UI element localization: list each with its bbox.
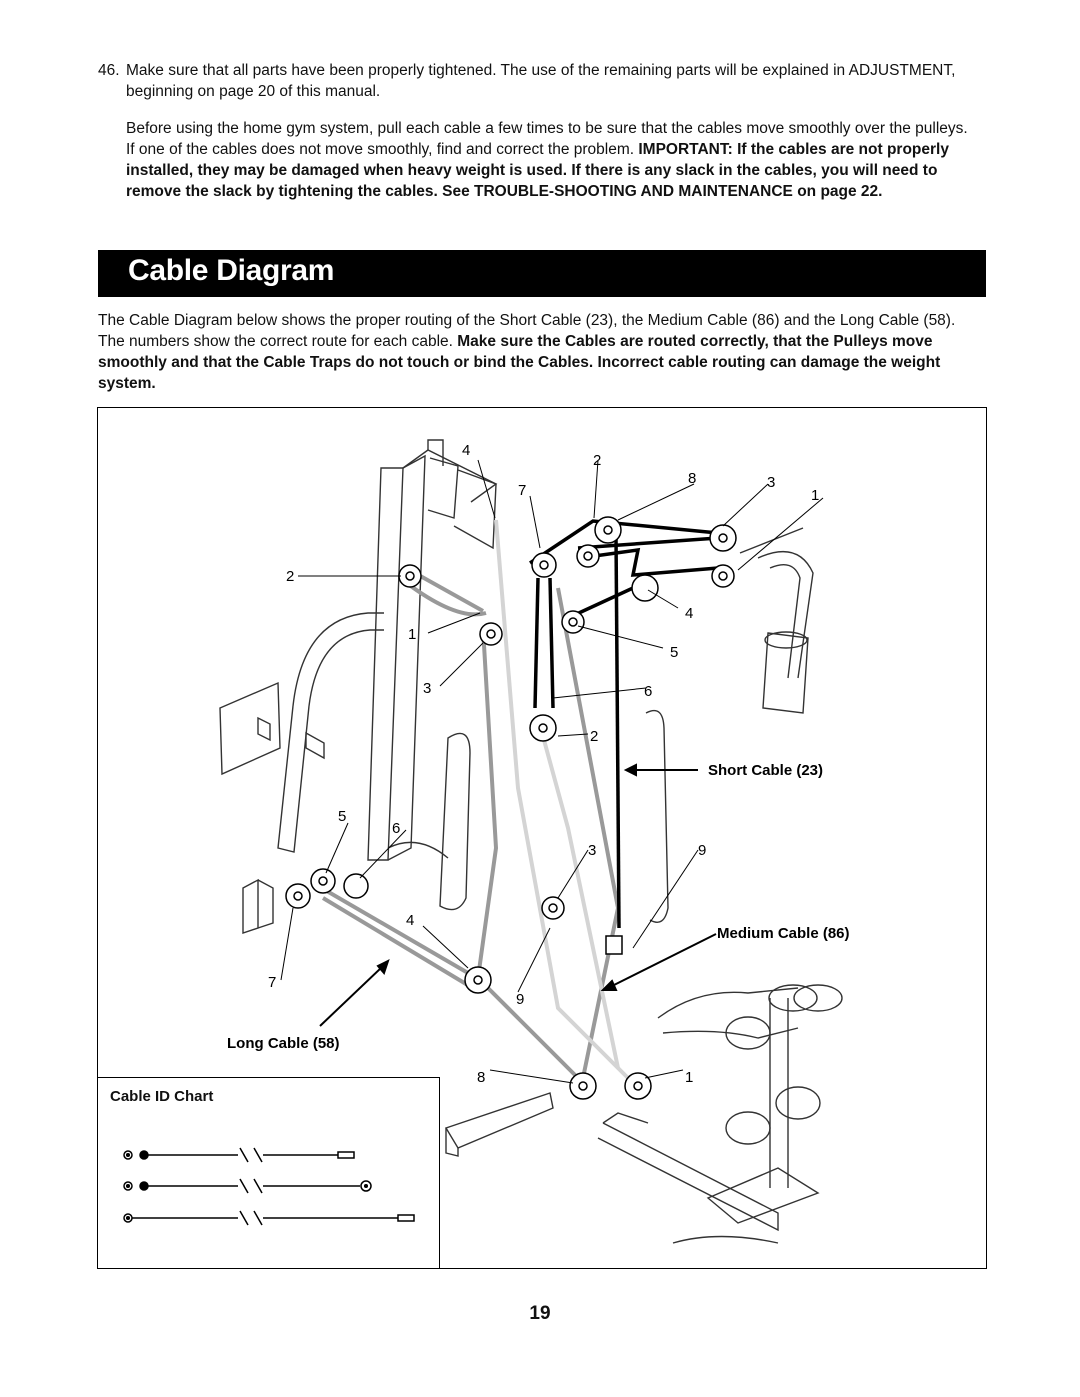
callout-mid-6: 6 <box>644 683 653 700</box>
callout-top-8: 8 <box>688 470 697 487</box>
cable-id-icons <box>98 1118 438 1268</box>
callout-left-5: 5 <box>338 808 347 825</box>
long-cable-id-icon <box>124 1211 414 1225</box>
cable-id-chart <box>97 1077 440 1269</box>
medium-cable-id-icon <box>124 1179 371 1193</box>
page-number: 19 <box>529 1303 551 1324</box>
callout-low-9b: 9 <box>516 991 525 1008</box>
short-cable <box>530 521 718 928</box>
short-cable-label: Short Cable (23) <box>708 762 824 779</box>
callout-mid-4: 4 <box>685 605 694 622</box>
callout-left-6: 6 <box>392 820 401 837</box>
step-text: Make sure that all parts have been properly tightened. The use of the remaining parts will be explained in ADJUSTMENT, beginning on page 20 of this manual. <box>126 62 956 100</box>
callout-left-1: 1 <box>408 626 417 643</box>
callout-mid-2: 2 <box>590 728 599 745</box>
step-paragraph-2 <box>126 118 978 202</box>
callout-bot-8: 8 <box>477 1069 486 1086</box>
callout-top-4: 4 <box>462 442 471 459</box>
callout-mid-5: 5 <box>670 644 679 661</box>
step-46 <box>98 60 978 202</box>
callout-left-2: 2 <box>286 568 295 585</box>
long-cable-label: Long Cable (58) <box>227 1035 340 1052</box>
cable-arrows <box>320 765 716 1026</box>
callout-top-2: 2 <box>593 452 602 469</box>
step-paragraph-2-text: Before using the home gym system, pull each cable a few times to be sure that the cables move smoothly over the pulleys. If one of the cables does not move smoothly, find and correct the problem. <box>126 120 968 158</box>
callout-low-9: 9 <box>698 842 707 859</box>
step-number: 46. <box>98 62 120 79</box>
callout-left-4: 4 <box>406 912 415 929</box>
callout-top-7: 7 <box>518 482 527 499</box>
callout-bot-1: 1 <box>685 1069 694 1086</box>
callout-low-3: 3 <box>588 842 597 859</box>
callout-top-1: 1 <box>811 487 820 504</box>
cable-id-chart-title: Cable ID Chart <box>110 1088 214 1105</box>
section-title: Cable Diagram <box>128 254 335 287</box>
intro-text: The Cable Diagram below shows the proper routing of the Short Cable (23), the Medium Cable (86) and the Long Cable (58). The numbers show the correct route for each cable. <box>98 312 956 350</box>
callout-top-3: 3 <box>767 474 776 491</box>
callout-left-7: 7 <box>268 974 277 991</box>
medium-cable-label: Medium Cable (86) <box>717 925 850 942</box>
long-cable <box>313 568 618 1078</box>
short-cable-id-icon <box>124 1148 354 1162</box>
important-note: IMPORTANT: If the cables are not properly installed, they may be damaged when heavy weight is used. If there is any slack in the cables, you will need to remove the slack by tightening the cables. See TROUBLE-SHOOTING AND MAINTENANCE on page 22. <box>126 141 949 200</box>
intro-paragraph <box>98 310 978 394</box>
intro-warning: Make sure the Cables are routed correctly, that the Pulleys move smoothly and that the Cable Traps do not touch or bind the Cables. Incorrect cable routing can damage the weight system. <box>98 333 941 392</box>
section-banner <box>98 250 986 297</box>
callout-left-3: 3 <box>423 680 432 697</box>
